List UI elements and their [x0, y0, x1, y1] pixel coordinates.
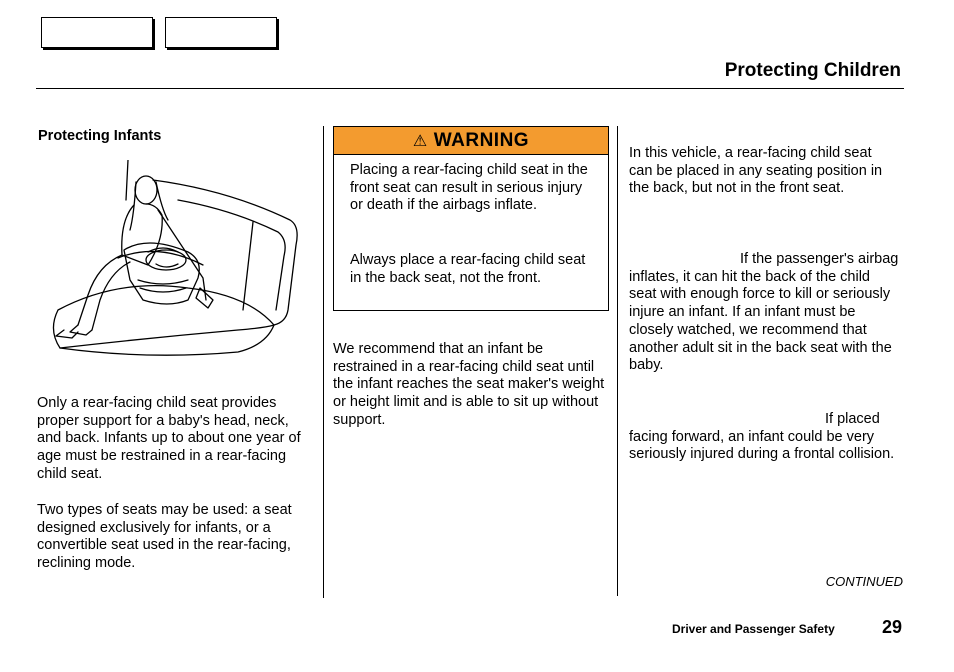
right-paragraph-1: In this vehicle, a rear-facing child seat can be placed in any seating position in the back, but not in the front seat. — [629, 145, 883, 197]
left-paragraph-2: Two types of seats may be used: a seat designed exclusively for infants, or a convertible seat used in the rear-facing, reclining mode. — [37, 502, 292, 572]
warning-header — [334, 127, 608, 155]
column-divider-left — [323, 126, 324, 598]
page-title: Protecting Children — [724, 60, 901, 81]
header-tab-1 — [41, 17, 153, 48]
left-paragraph-1: Only a rear-facing child seat provides proper support for a baby's head, neck, and back. Infants up to about one year of age must be restrained in a rear-facing child seat. — [37, 395, 301, 482]
section-subtitle: Protecting Infants — [38, 128, 162, 144]
warning-triangle-icon: ⚠ — [412, 133, 428, 150]
middle-paragraph-1: We recommend that an infant be restrained in a rear-facing child seat until the infant reaches the seat maker's weight or height limit and is able to sit up without support. — [333, 341, 605, 428]
right-paragraph-3: If placed facing forward, an infant could be very seriously injured during a frontal collision. — [629, 411, 895, 463]
column-divider-right — [617, 126, 618, 596]
header-rule — [36, 88, 904, 89]
warning-title: WARNING — [433, 130, 530, 151]
page-number: 29 — [882, 617, 903, 637]
warning-paragraph-1: Placing a rear-facing child seat in the front seat can result in serious injury or death if the airbags inflate. — [350, 162, 588, 214]
infant-seat-illustration — [38, 160, 303, 365]
right-paragraph-2: If the passenger's airbag inflates, it can hit the back of the child seat with enough force to kill or seriously injure an infant. If an infant must be closely watched, we recommend that another adult sit in the back seat with the baby. — [629, 251, 899, 374]
warning-paragraph-2: Always place a rear-facing child seat in the back seat, not the front. — [350, 252, 586, 286]
continued-label: CONTINUED — [825, 574, 903, 589]
footer-section-title: Driver and Passenger Safety — [672, 622, 835, 636]
header-tab-2 — [165, 17, 277, 48]
